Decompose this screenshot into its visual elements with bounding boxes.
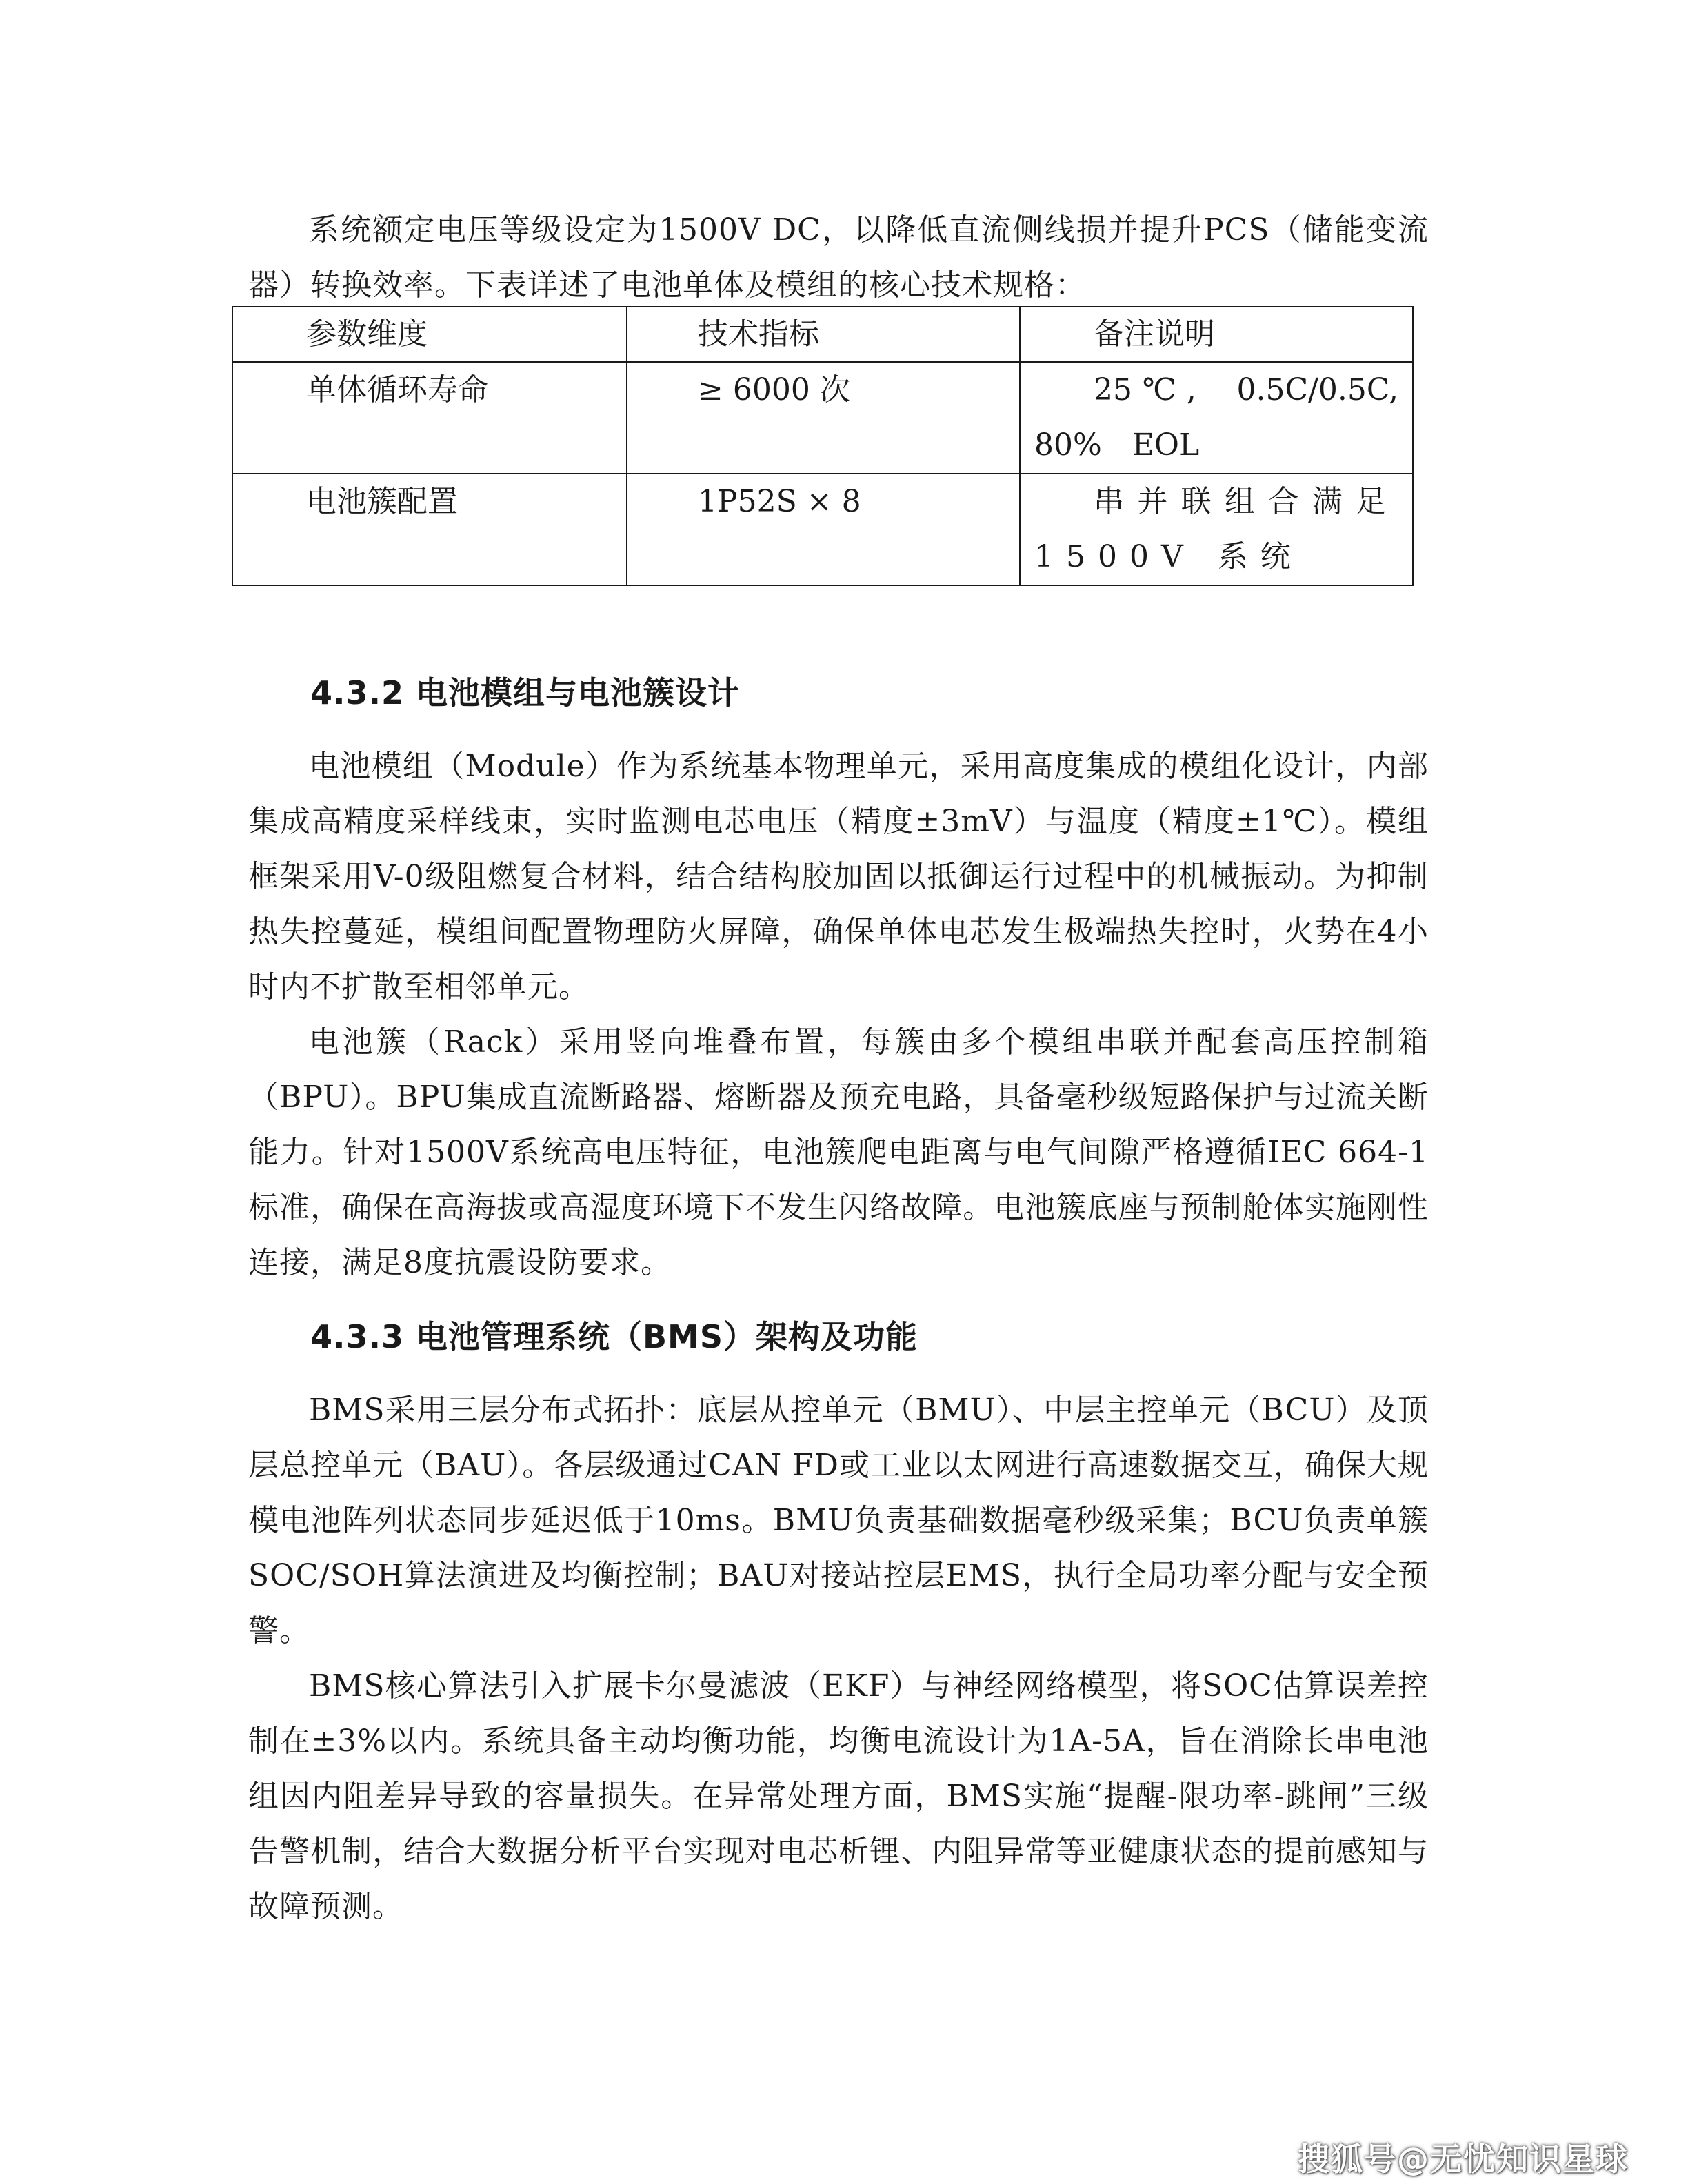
intro-paragraph: 系统额定电压等级设定为1500V DC，以降低直流侧线损并提升PCS（储能变流器）转换效率。下表详述了电池单体及模组的核心技术规格： — [248, 212, 1429, 303]
section-4-3-2-paragraph-2: 电池簇（Rack）采用竖向堆叠布置，每簇由多个模组串联并配套高压控制箱（BPU）。BPU集成直流断路器、熔断器及预充电路，具备毫秒级短路保护与过流关断能力。针对1500V系统高电压特征，电池簇爬电距离与电气间隙严格遵循IEC 664-1标准，确保在高海拔或高湿度环境下不发生闪络故障。电池簇底座与预制舱体实施刚性连接，满足8度抗震设防要求。 — [248, 1024, 1429, 1280]
spec-table — [232, 306, 1414, 586]
watermark: 搜狐号@无忧知识星球 — [1298, 2141, 1629, 2178]
table-header-cell: 技术指标 — [627, 307, 1020, 362]
table-header-cell: 备注说明 — [1020, 307, 1413, 362]
section-heading-4-3-3: 4.3.3 电池管理系统（BMS）架构及功能 — [310, 1318, 918, 1355]
table-cell: 25℃, 0.5C/0.5C, 80% EOL — [1020, 362, 1413, 474]
table-row — [232, 362, 1413, 474]
section-4-3-2-paragraph-1: 电池模组（Module）作为系统基本物理单元，采用高度集成的模组化设计，内部集成高精度采样线束，实时监测电芯电压（精度±3mV）与温度（精度±1℃）。模组框架采用V-0级阻燃复合材料，结合结构胶加固以抵御运行过程中的机械振动。为抑制热失控蔓延，模组间配置物理防火屏障，确保单体电芯发生极端热失控时，火势在4小时内不扩散至相邻单元。 — [248, 749, 1429, 1004]
table-cell: 单体循环寿命 — [232, 362, 627, 474]
section-heading-4-3-2: 4.3.2 电池模组与电池簇设计 — [310, 674, 740, 711]
section-4-3-3-paragraph-2: BMS核心算法引入扩展卡尔曼滤波（EKF）与神经网络模型，将SOC估算误差控制在±3%以内。系统具备主动均衡功能，均衡电流设计为1A-5A，旨在消除长串电池组因内阻差异导致的容量损失。在异常处理方面，BMS实施“提醒-限功率-跳闸”三级告警机制，结合大数据分析平台实现对电芯析锂、内阻异常等亚健康状态的提前感知与故障预测。 — [248, 1668, 1429, 1924]
table-row — [232, 474, 1413, 585]
table-cell: 1P52S × 8 — [627, 474, 1020, 585]
table-cell: ≥ 6000 次 — [627, 362, 1020, 474]
table-header-row — [232, 307, 1413, 362]
table-cell: 电池簇配置 — [232, 474, 627, 585]
table-cell: 串并联组合满足1500V 系统 — [1020, 474, 1413, 585]
table-header-cell: 参数维度 — [232, 307, 627, 362]
section-4-3-3-paragraph-1: BMS采用三层分布式拓扑：底层从控单元（BMU）、中层主控单元（BCU）及顶层总控单元（BAU）。各层级通过CAN FD或工业以太网进行高速数据交互，确保大规模电池阵列状态同步延迟低于10ms。BMU负责基础数据毫秒级采集；BCU负责单簇SOC/SOH算法演进及均衡控制；BAU对接站控层EMS，执行全局功率分配与安全预警。 — [248, 1393, 1429, 1648]
